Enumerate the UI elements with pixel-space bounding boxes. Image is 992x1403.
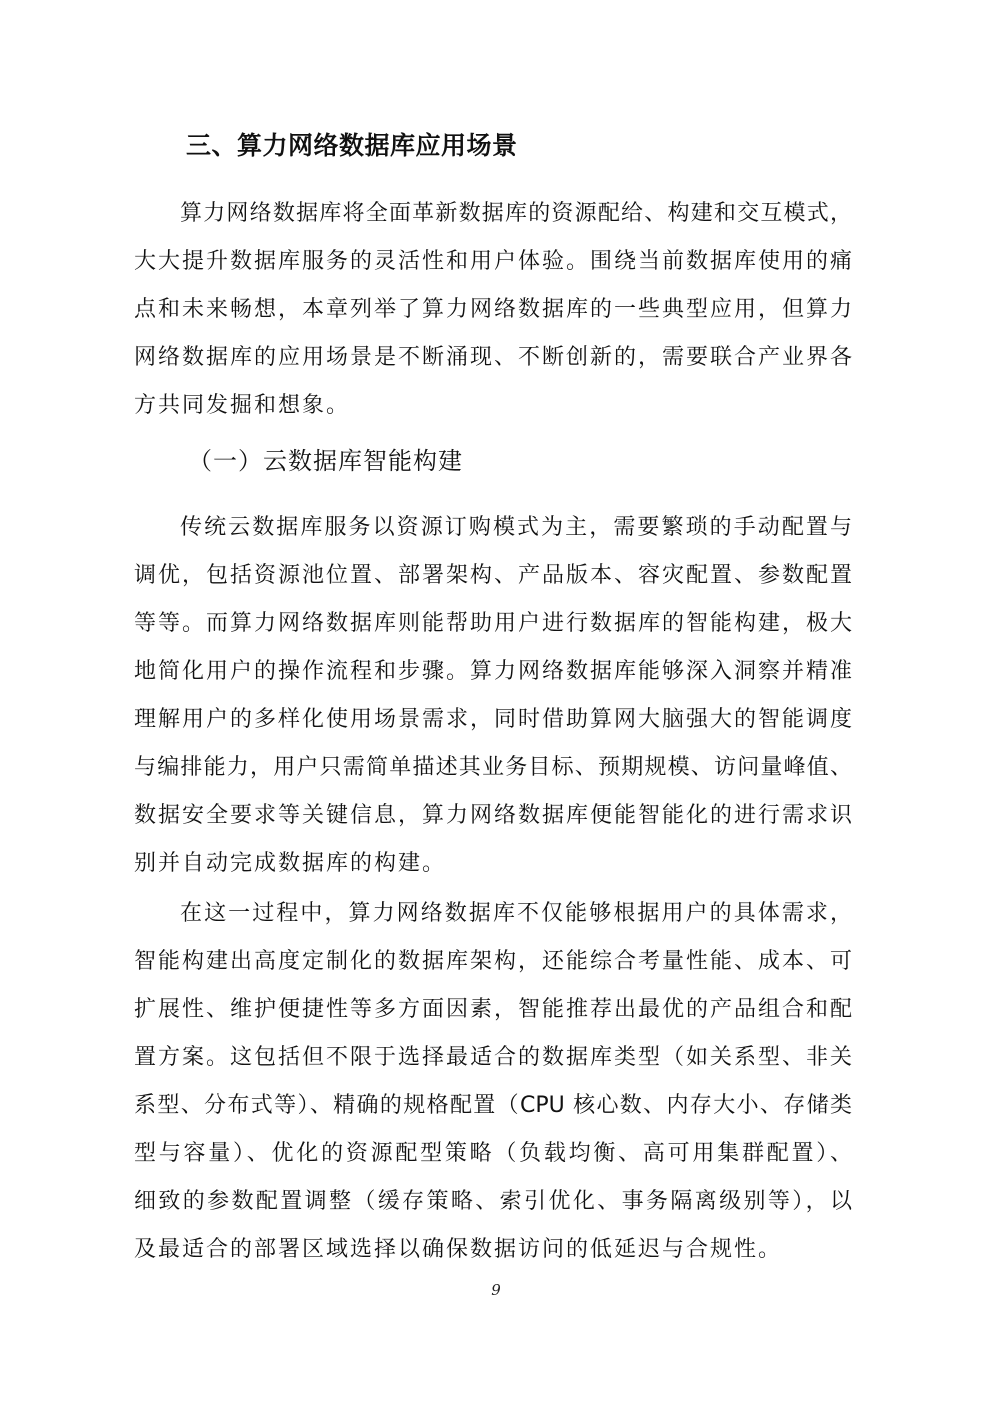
paragraph1-line: 算力网络数据库将全面革新数据库的资源配给、构建和交互模式， xyxy=(180,201,852,226)
paragraph3-line: 型与容量）、优化的资源配型策略（负载均衡、高可用集群配置）、 xyxy=(134,1141,852,1166)
paragraph3-line: 智能构建出高度定制化的数据库架构，还能综合考量性能、成本、可 xyxy=(134,949,852,974)
paragraph3-line: 在这一过程中，算力网络数据库不仅能够根据用户的具体需求， xyxy=(180,901,852,926)
paragraph1-line: 大大提升数据库服务的灵活性和用户体验。围绕当前数据库使用的痛 xyxy=(134,249,852,274)
paragraph3-line: 系型、分布式等）、精确的规格配置（CPU 核心数、内存大小、存储类 xyxy=(134,1093,852,1118)
page-number: 9 xyxy=(491,1281,501,1299)
paragraph3-line: 扩展性、维护便捷性等多方面因素，智能推荐出最优的产品组合和配 xyxy=(134,997,852,1022)
paragraph2-line: 调优，包括资源池位置、部署架构、产品版本、容灾配置、参数配置 xyxy=(134,563,852,588)
paragraph1-line: 点和未来畅想，本章列举了算力网络数据库的一些典型应用，但算力 xyxy=(134,297,852,322)
paragraph3-line: 置方案。这包括但不限于选择最适合的数据库类型（如关系型、非关 xyxy=(134,1045,852,1070)
paragraph2-line: 理解用户的多样化使用场景需求，同时借助算网大脑强大的智能调度 xyxy=(134,707,852,732)
paragraph2-line: 与编排能力，用户只需简单描述其业务目标、预期规模、访问量峰值、 xyxy=(134,755,852,780)
paragraph2-line: 传统云数据库服务以资源订购模式为主，需要繁琐的手动配置与 xyxy=(180,515,852,540)
paragraph1-line: 网络数据库的应用场景是不断涌现、不断创新的，需要联合产业界各 xyxy=(134,345,852,370)
paragraph2-line: 地简化用户的操作流程和步骤。算力网络数据库能够深入洞察并精准 xyxy=(134,659,852,684)
section-title: 三、算力网络数据库应用场景 xyxy=(186,131,518,160)
paragraph3-line: 细致的参数配置调整（缓存策略、索引优化、事务隔离级别等），以 xyxy=(134,1189,852,1214)
paragraph3-line: 及最适合的部署区域选择以确保数据访问的低延迟与合规性。 xyxy=(134,1237,783,1262)
subsection-title: （一）云数据库智能构建 xyxy=(188,447,463,475)
paragraph2-line: 等等。而算力网络数据库则能帮助用户进行数据库的智能构建，极大 xyxy=(134,611,852,636)
paragraph1-line: 方共同发掘和想象。 xyxy=(134,393,351,418)
paragraph2-line: 别并自动完成数据库的构建。 xyxy=(134,851,447,876)
paragraph2-line: 数据安全要求等关键信息，算力网络数据库便能智能化的进行需求识 xyxy=(134,803,852,828)
